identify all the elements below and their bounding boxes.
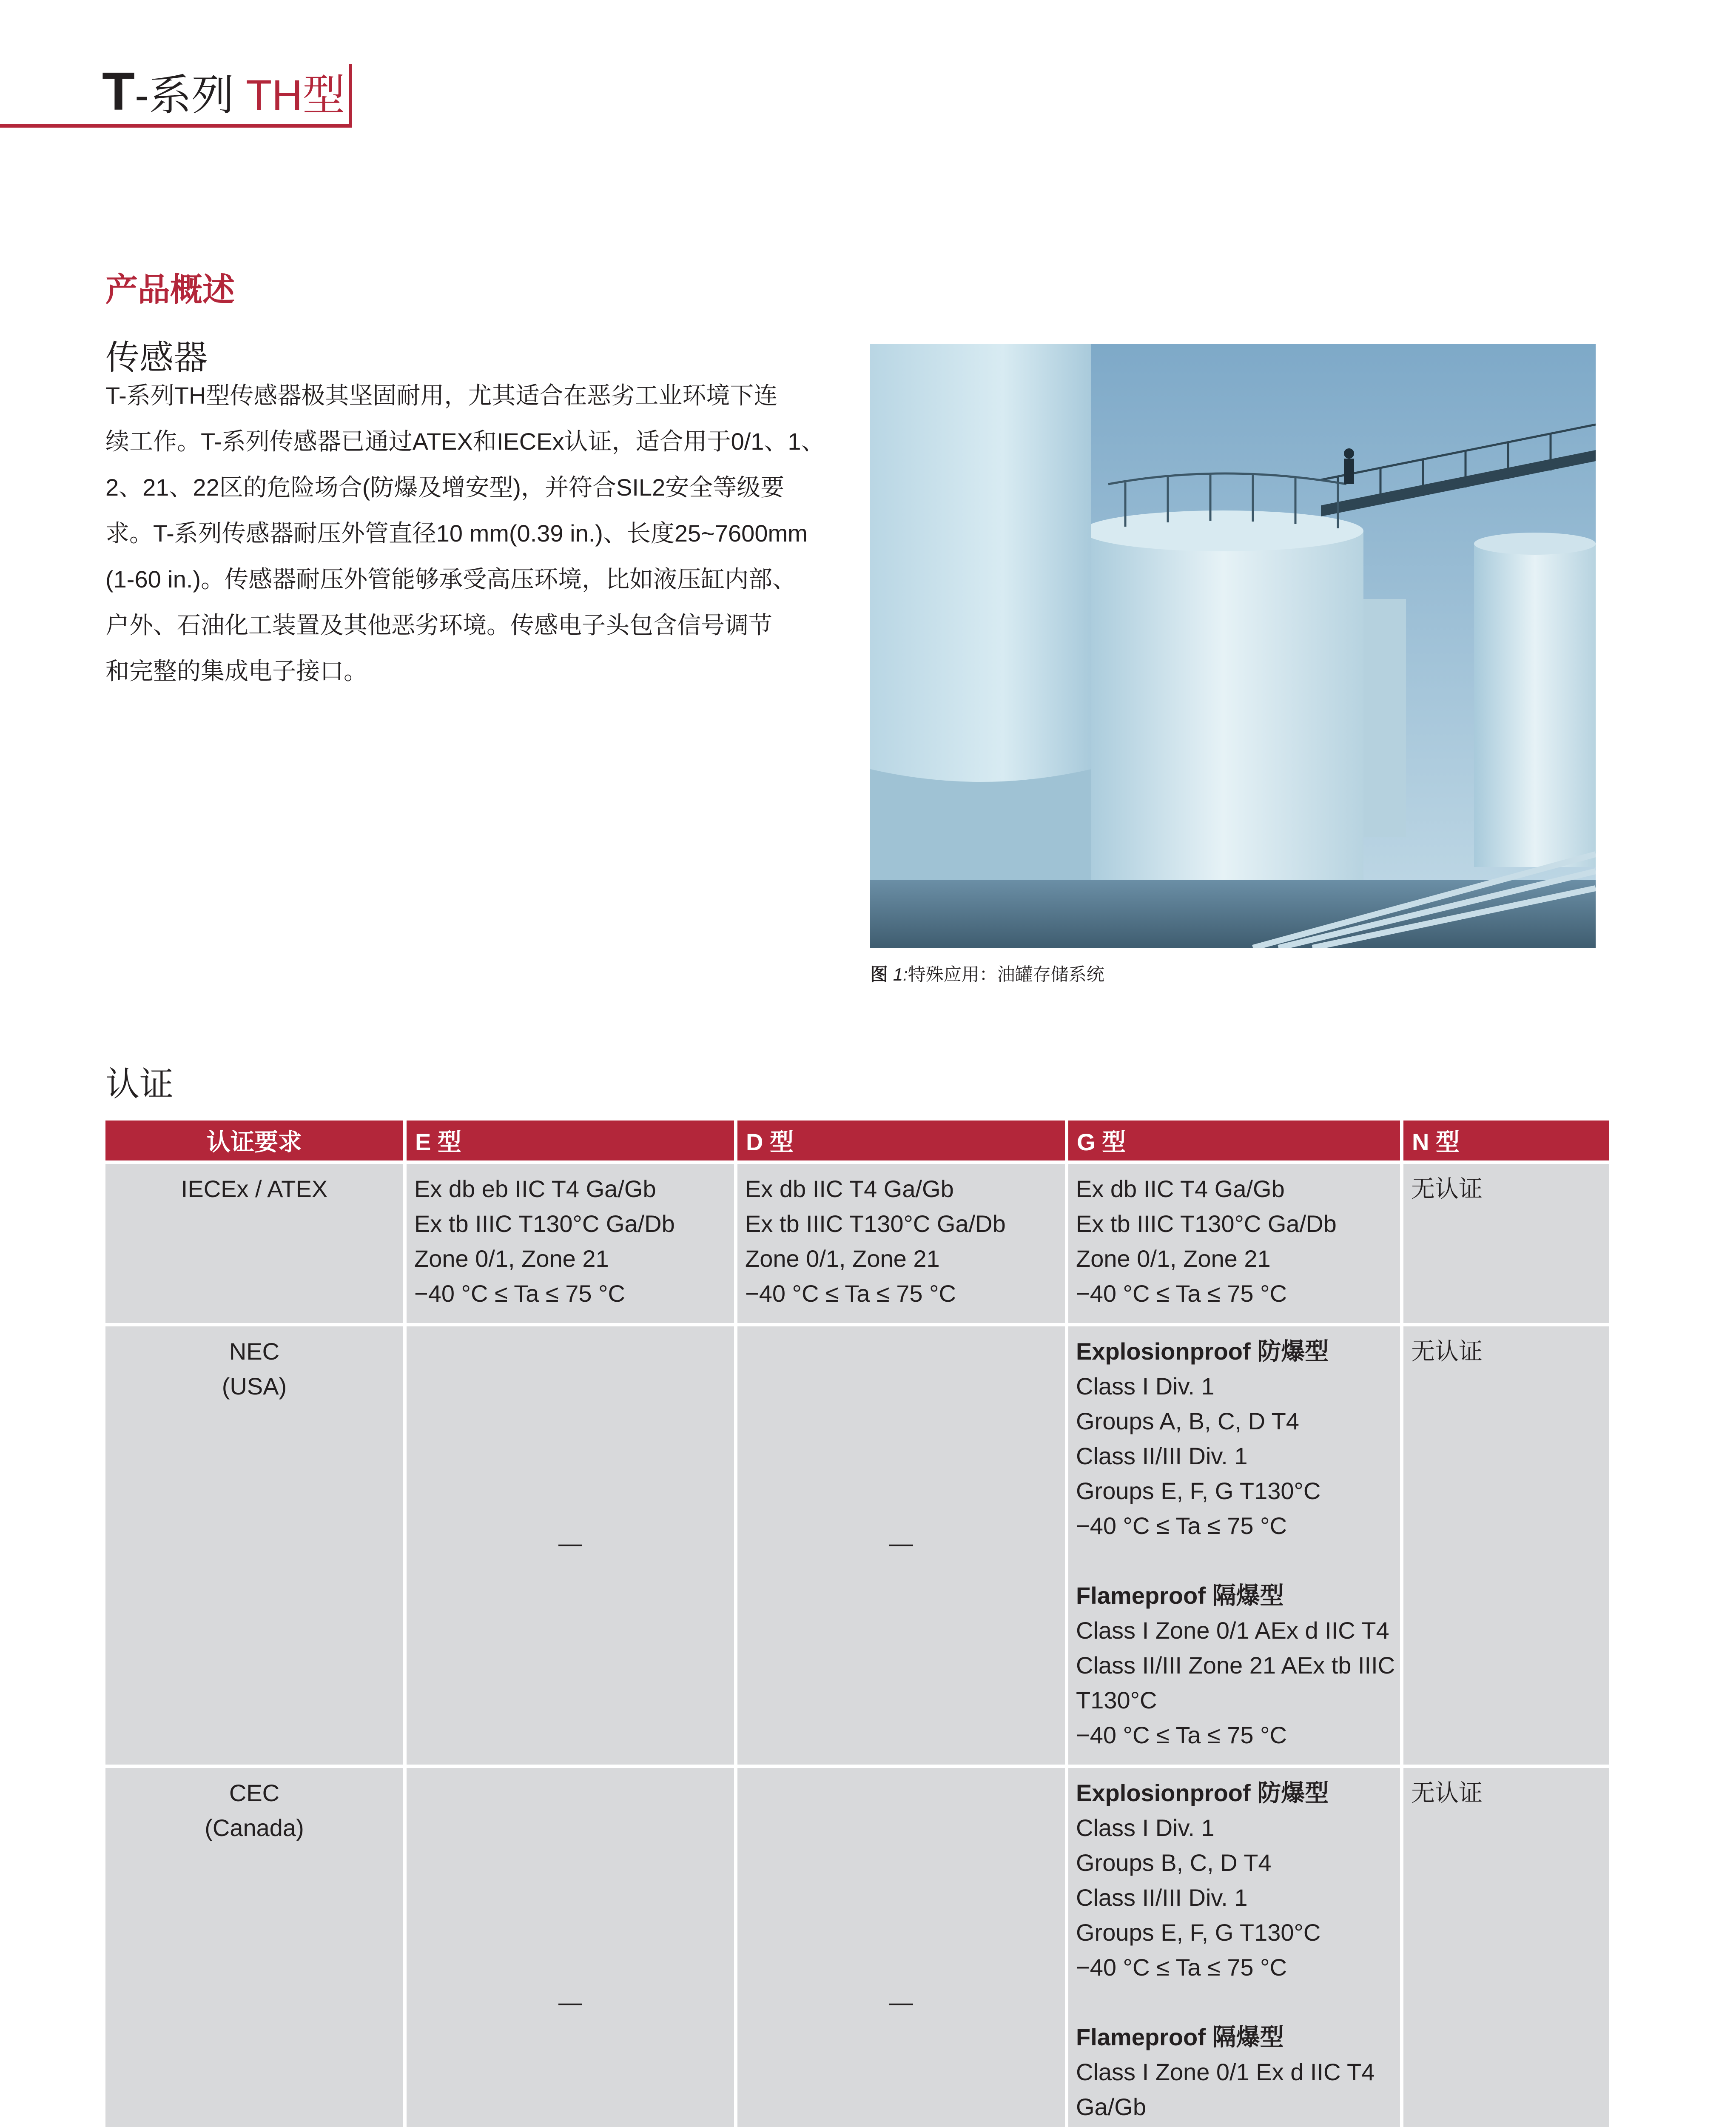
col-header: E 型 xyxy=(407,1121,734,1160)
cell-e: — xyxy=(407,1765,734,2127)
cell-requirement: NEC (USA) xyxy=(105,1323,403,1765)
paragraph-line: (1-60 in.)。传感器耐压外管能够承受高压环境，比如液压缸内部、 xyxy=(105,566,797,593)
header-type: TH型 xyxy=(246,71,345,119)
figure-text: 特殊应用：油罐存储系统 xyxy=(908,964,1104,984)
paragraph-line: T-系列TH型传感器极其坚固耐用，尤其适合在恶劣工业环境下连 xyxy=(105,382,778,409)
paragraph-line: 户外、石油化工装置及其他恶劣环境。传感电子头包含信号调节 xyxy=(105,612,772,639)
cell-g: Explosionproof 防爆型 Class I Div. 1 Groups A, B, C, D T4 Class II/III Div. 1 Groups E, F, G T130°C −40 °C ≤ Ta ≤ 75 °C Flameproof 隔爆型 Class I Zone 0/1 AEx d IIC T4 Class II/III Zone 21 AEx tb IIIC T130°C −40 °C ≤ Ta ≤ 75 °C xyxy=(1068,1323,1400,1765)
paragraph-line: 2、21、22区的危险场合(防爆及增安型)，并符合SIL2安全等级要 xyxy=(105,474,785,501)
cert-header-row xyxy=(105,1121,1609,1160)
cell-d: — xyxy=(737,1765,1065,2127)
overview-paragraph xyxy=(105,373,854,694)
cell-e: Ex db eb IIC T4 Ga/Gb Ex tb IIIC T130°C Ga/Db Zone 0/1, Zone 21 −40 °C ≤ Ta ≤ 75 °C xyxy=(407,1160,734,1323)
col-header: G 型 xyxy=(1068,1121,1400,1160)
figure-number: 1: xyxy=(893,964,908,984)
cell-n: 无认证 xyxy=(1403,1765,1609,2127)
col-header: N 型 xyxy=(1403,1121,1609,1160)
header-series: -系列 xyxy=(134,71,234,119)
cell-n: 无认证 xyxy=(1403,1323,1609,1765)
cell-d: — xyxy=(737,1323,1065,1765)
cell-g: Ex db IIC T4 Ga/Gb Ex tb IIIC T130°C Ga/Db Zone 0/1, Zone 21 −40 °C ≤ Ta ≤ 75 °C xyxy=(1068,1160,1400,1323)
cell-g: Explosionproof 防爆型 Class I Div. 1 Groups B, C, D T4 Class II/III Div. 1 Groups E, F, G T130°C −40 °C ≤ Ta ≤ 75 °C Flameproof 隔爆型 Class I Zone 0/1 Ex d IIC T4 Ga/Gb xyxy=(1068,1765,1400,2127)
cell-d: Ex db IIC T4 Ga/Gb Ex tb IIIC T130°C Ga/Db Zone 0/1, Zone 21 −40 °C ≤ Ta ≤ 75 °C xyxy=(737,1160,1065,1323)
header-t: T xyxy=(102,61,135,121)
table-row xyxy=(105,1160,1609,1323)
cell-requirement: IECEx / ATEX xyxy=(105,1160,403,1323)
oil-tank-photo xyxy=(870,344,1596,948)
header-title xyxy=(102,61,345,121)
cell-n: 无认证 xyxy=(1403,1160,1609,1323)
cert-table xyxy=(102,1121,1613,2127)
figure-label: 图 xyxy=(870,964,888,984)
col-header: D 型 xyxy=(737,1121,1065,1160)
cell-requirement: CEC (Canada) xyxy=(105,1765,403,2127)
col-header: 认证要求 xyxy=(105,1121,403,1160)
table-row xyxy=(105,1323,1609,1765)
sensor-title: 传感器 xyxy=(105,339,208,376)
paragraph-line: 和完整的集成电子接口。 xyxy=(105,658,367,684)
overview-title: 产品概述 xyxy=(105,272,235,308)
figure-caption xyxy=(870,961,1104,986)
cert-title: 认证 xyxy=(105,1065,174,1103)
table-row xyxy=(105,1765,1609,2127)
paragraph-line: 求。T-系列传感器耐压外管直径10 mm(0.39 in.)、长度25~7600mm xyxy=(105,520,808,547)
cell-e: — xyxy=(407,1323,734,1765)
paragraph-line: 续工作。T-系列传感器已通过ATEX和IECEx认证，适合用于0/1、1、 xyxy=(105,428,825,455)
